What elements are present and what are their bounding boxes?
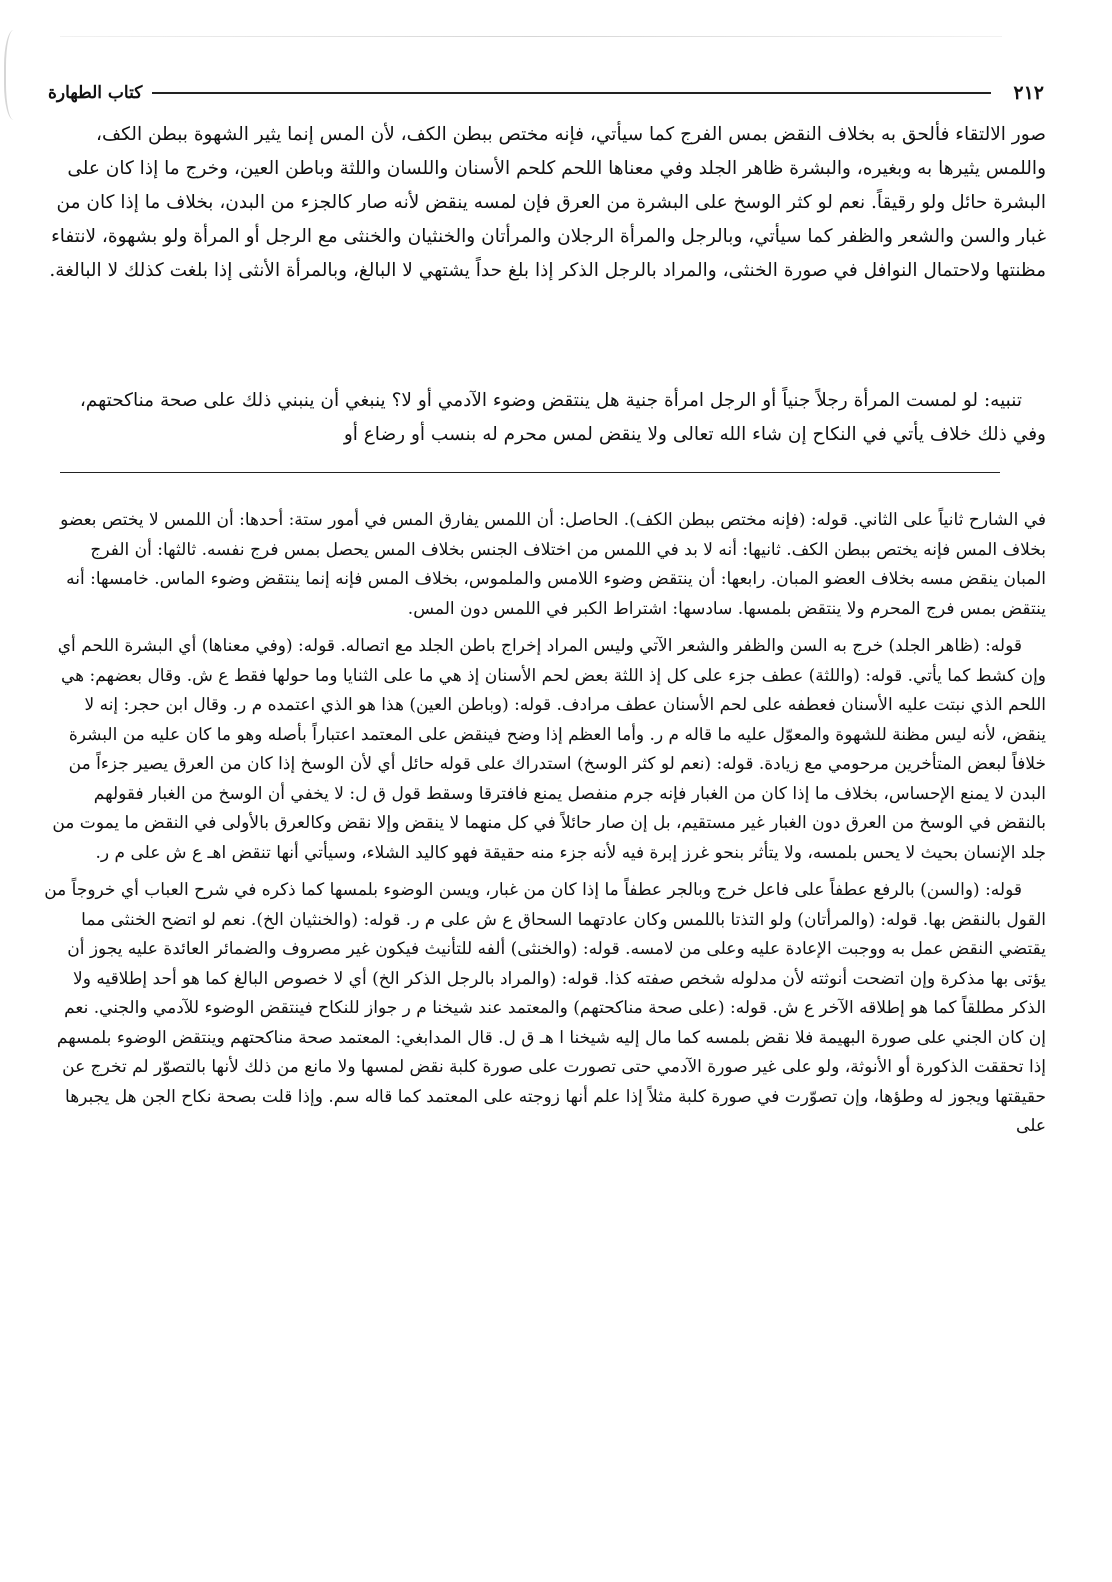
commentary-paragraph: قوله: (ظاهر الجلد) خرج به السن والظفر والشعر الآتي وليس المراد إخراج باطن الجلد مع اتصاله. قوله: (وفي معناها) أي البشرة اللحم أي وإن كشط كما يأتي. قوله: (واللثة) عطف جزء على كل إذ اللثة بعض لحم الأسنان إذ هي ما على الثنايا وما حولها فقط ع ش. وقال بعضهم: هي اللحم الذي نبتت عليه الأسنان فعطفه على لحم الأسنان عطف مرادف. قوله: (وباطن العين) هذا هو الذي اعتمده م ر. وقال ابن حجر: إنه لا ينقض، لأنه ليس مظنة للشهوة والمعوّل عليه ما قاله م ر. وأما العظم إذا وضح فينقض على المعتمد اعتباراً بأصله وهو ما كان عليه من البشرة خلافاً لبعض المتأخرين مرحومي مع زيادة. قوله: (نعم لو كثر الوسخ) استدراك على قوله حائل أي لأن الوسخ إذا كان من العرق يصير جزءاً من البدن لا يمنع الإحساس، بخلاف ما إذا كان من الغبار فإنه جرم منفصل يمنع فافترقا وسقط قول ق ل: لا يخفي أن الوسخ من الغبار فقولهم بالنقض في الوسخ من العرق دون الغبار غير مستقيم، بل إن صار حائلاً في كل منهما لا ينقض وإلا نقض وكالعرق بالأولى في النقض ما يموت من جلد الإنسان بحيث لا يحس بلمسه، ولا يتأثر بنحو غرز إبرة فيه لأنه جزء منه حقيقة فهو كاليد الشلاء، وسيأتي أنها تنقض اهـ ع ش على م ر. xyxy=(52,636,1046,863)
main-paragraph: صور الالتقاء فألحق به بخلاف النقض بمس الفرج كما سيأتي، فإنه مختص ببطن الكف، لأن المس إنما يثير الشهوة ببطن الكف، واللمس يثيرها به وبغيره، والبشرة ظاهر الجلد وفي معناها اللحم كلحم الأسنان واللسان واللثة وباطن العين، وخرج ما إذا كان على البشرة حائل ولو رقيقاً. نعم لو كثر الوسخ على البشرة من العرق فإن لمسه ينقض لأنه صار كالجزء من البدن، بخلاف ما إذا كان من غبار والسن والشعر والظفر كما سيأتي، وبالرجل والمرأة الرجلان والمرأتان والخنثيان والخنثى مع الرجل أو المرأة ولو بشهوة، لانتفاء مظنتها ولاحتمال النوافل في صورة الخنثى، والمراد بالرجل الذكر إذا بلغ حداً يشتهي لا البالغ، وبالمرأة الأنثى إذا بلغت كذلك لا البالغة. xyxy=(49,124,1046,281)
commentary-paragraph: قوله: (والسن) بالرفع عطفاً على فاعل خرج وبالجر عطفاً ما إذا كان من غبار، ويسن الوضوء بلمسها كما ذكره في شرح العباب أي خروجاً من القول بالنقض بها. قوله: (والمرأتان) ولو التذتا باللمس وكان عادتهما السحاق ع ش على م ر. قوله: (والخنثيان الخ). نعم لو اتضح الخنثى مما يقتضي النقض عمل به ووجبت الإعادة عليه وعلى من لامسه. قوله: (والخنثى) ألفه للتأنيث فيكون غير مصروف والضمائر العائدة عليه يجوز أن يؤتى بها مذكرة وإن اتضحت أنوثته لأن مدلوله شخص صفته كذا. قوله: (والمراد بالرجل الذكر الخ) أي لا خصوص البالغ كما هو أحد إطلاقيه ولا الذكر مطلقاً كما هو إطلاقه الآخر ع ش. قوله: (على صحة مناكحتهم) والمعتمد عند شيخنا م ر جواز للنكاح فينتقض الوضوء للآدمي والجني. نعم إن كان الجني على صورة البهيمة فلا نقض بلمسه كما مال إليه شيخنا ا هـ ق ل. قال المدابغي: المعتمد صحة مناكحتهم وينتقض الوضوء بلمسهم إذا تحققت الذكورة أو الأنوثة، ولو على غير صورة الآدمي حتى تصورت على صورة كلبة نقض لمسها ولا مانع من ذلك لأنها بالتصوّر لم تخرج عن حقيقتها ويجوز له وطؤها، وإن تصوّرت في صورة كلبة مثلاً إذا علم أنها زوجته على المعتمد كما قاله سم. وإذا قلت بصحة نكاح الجن هل يجبرها على xyxy=(44,880,1046,1136)
commentary-block xyxy=(44,506,1046,1150)
footnote-divider xyxy=(60,472,1000,473)
page-number: ٢١٢ xyxy=(1013,82,1044,104)
notice-block xyxy=(44,384,1046,452)
main-text-block xyxy=(44,118,1046,288)
book-title: كتاب الطهارة xyxy=(48,83,143,103)
commentary-paragraph: في الشارح ثانياً على الثاني. قوله: (فإنه مختص ببطن الكف). الحاصل: أن اللمس يفارق المس في أمور ستة: أحدها: أن اللمس لا يختص بعضو بخلاف المس فإنه يختص ببطن الكف. ثانيها: أنه لا بد في اللمس من اختلاف الجنس بخلاف المس يحصل بمس فرج نفسه. ثالثها: أن الفرج المبان ينقض مسه بخلاف العضو المبان. رابعها: أن ينتقض وضوء اللامس والملموس، بخلاف المس فإنه إنما ينتقض وضوء الماس. خامسها: أنه ينتقض بمس فرج المحرم ولا ينتقض بلمسها. سادسها: اشتراط الكبر في اللمس دون المس. xyxy=(60,510,1046,619)
page-header xyxy=(48,78,1044,108)
header-rule xyxy=(152,92,991,94)
scan-artifact-line xyxy=(60,36,1002,37)
notice-paragraph: تنبيه: لو لمست المرأة رجلاً جنياً أو الرجل امرأة جنية هل ينتقض وضوء الآدمي أو لا؟ ينبغي أن ينبني ذلك على صحة مناكحتهم، وفي ذلك خلاف يأتي في النكاح إن شاء الله تعالى ولا ينقض لمس محرم له بنسب أو رضاع أو xyxy=(79,390,1046,445)
scan-edge-mark xyxy=(4,30,28,120)
